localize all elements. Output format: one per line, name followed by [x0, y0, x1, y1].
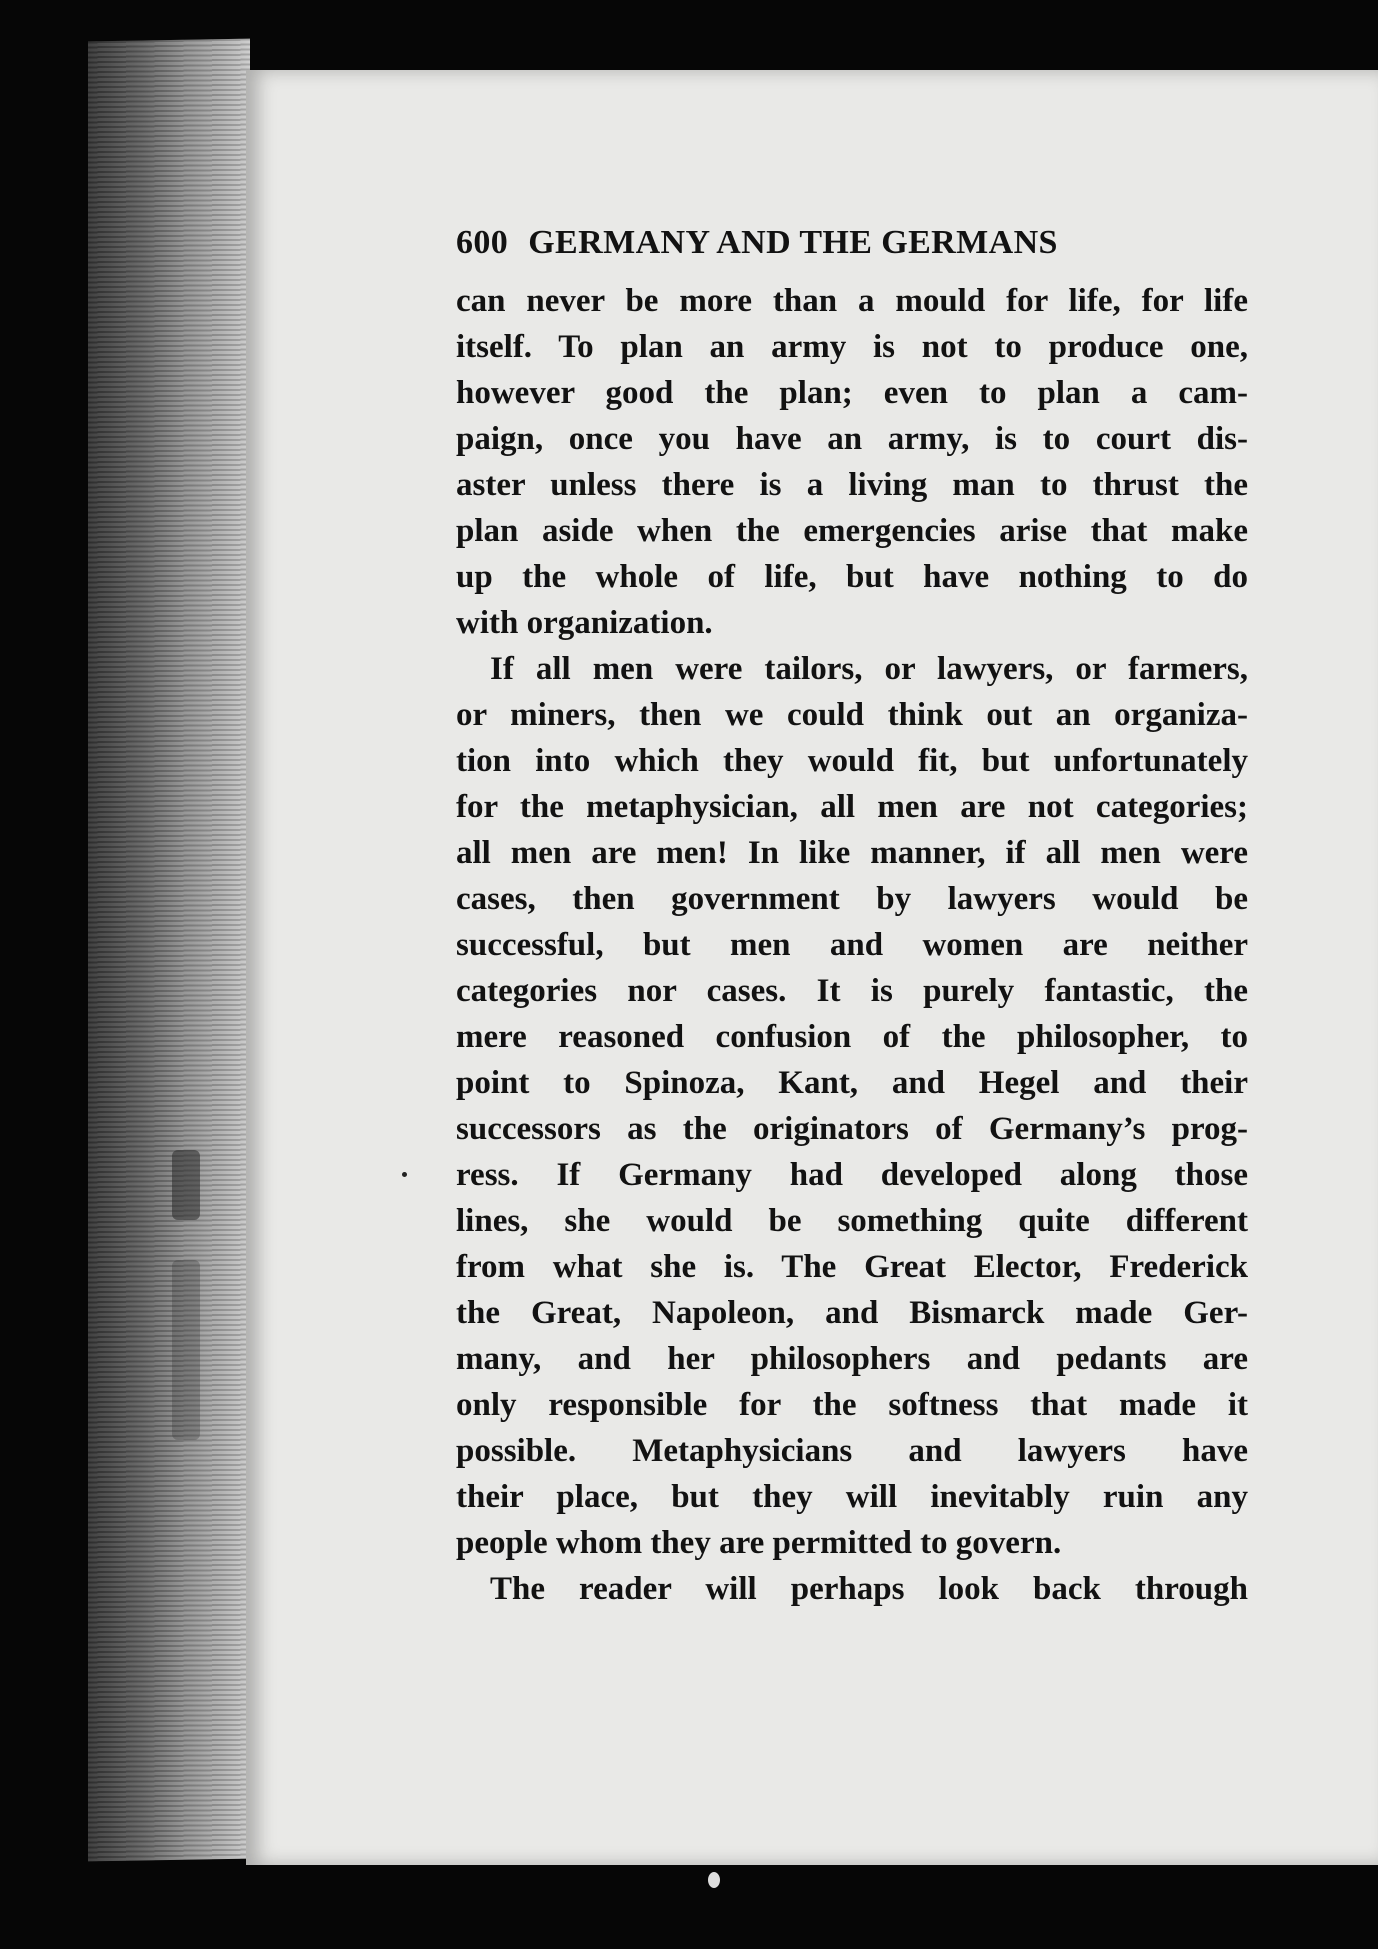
text-line: can never be more than a mould for life, for life	[456, 283, 1248, 319]
text-line: plan aside when the emergencies arise that make	[456, 513, 1248, 549]
page-text-block	[456, 220, 1248, 1612]
dust-speck	[402, 1172, 407, 1177]
text-line: categories nor cases. It is purely fantastic, the	[456, 973, 1248, 1009]
dust-speck	[708, 1872, 720, 1888]
text-line: tion into which they would fit, but unfortunately	[456, 743, 1248, 779]
text-line: successors as the originators of Germany’s prog-	[456, 1111, 1248, 1147]
text-line: cases, then government by lawyers would be	[456, 881, 1248, 917]
text-line: their place, but they will inevitably ruin any	[456, 1479, 1248, 1515]
running-head	[456, 220, 1248, 272]
text-line: successful, but men and women are neither	[456, 927, 1248, 963]
text-line: many, and her philosophers and pedants are	[456, 1341, 1248, 1377]
text-line: The reader will perhaps look back through	[490, 1571, 1248, 1607]
text-line: paign, once you have an army, is to court dis-	[456, 421, 1248, 457]
text-line: If all men were tailors, or lawyers, or farmers,	[490, 651, 1248, 687]
text-line: or miners, then we could think out an organiza-	[456, 697, 1248, 733]
text-line: point to Spinoza, Kant, and Hegel and their	[456, 1065, 1248, 1101]
page-number: 600	[456, 224, 509, 261]
text-line: lines, she would be something quite different	[456, 1203, 1248, 1239]
body-text	[456, 278, 1248, 1612]
text-line: for the metaphysician, all men are not categories;	[456, 789, 1248, 825]
text-line: only responsible for the softness that made it	[456, 1387, 1248, 1423]
text-line: however good the plan; even to plan a cam-	[456, 375, 1248, 411]
text-line: mere reasoned confusion of the philosopher, to	[456, 1019, 1248, 1055]
text-line: possible. Metaphysicians and lawyers have	[456, 1433, 1248, 1469]
text-line: up the whole of life, but have nothing to do	[456, 559, 1248, 595]
text-line: from what she is. The Great Elector, Frederick	[456, 1249, 1248, 1285]
text-line: people whom they are permitted to govern.	[456, 1525, 1062, 1561]
text-line: all men are men! In like manner, if all men were	[456, 835, 1248, 871]
running-head-title: GERMANY AND THE GERMANS	[528, 224, 1058, 261]
text-line: itself. To plan an army is not to produce one,	[456, 329, 1248, 365]
text-line: with organization.	[456, 605, 713, 641]
text-line: aster unless there is a living man to thrust the	[456, 467, 1248, 503]
spine-lettering-mark	[172, 1260, 200, 1440]
spine-lettering-mark	[172, 1150, 200, 1220]
book-spine	[88, 39, 250, 1862]
text-line: the Great, Napoleon, and Bismarck made Ger-	[456, 1295, 1248, 1331]
text-line: ress. If Germany had developed along those	[456, 1157, 1248, 1193]
